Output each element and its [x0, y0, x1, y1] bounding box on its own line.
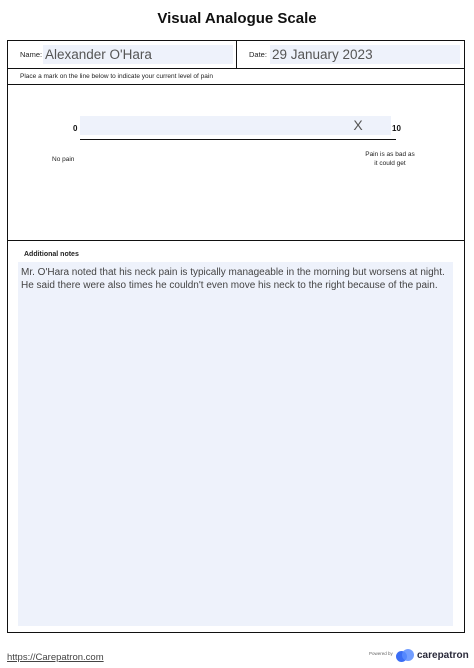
carepatron-brand: carepatron [417, 650, 469, 661]
pain-form [7, 40, 465, 633]
date-label: Date: [249, 50, 267, 59]
scale-min-label: 0 [73, 124, 78, 133]
scale-line [80, 139, 396, 140]
powered-by-text: Powered by [369, 651, 393, 656]
pain-mark: X [353, 117, 363, 133]
worst-pain-label-line1: Pain is as bad as [365, 151, 415, 158]
pain-mark-field[interactable] [80, 116, 391, 135]
name-cell [8, 41, 237, 68]
header-row [8, 41, 464, 69]
instruction-text: Place a mark on the line below to indicate your current level of pain [20, 73, 213, 80]
date-field[interactable]: 29 January 2023 [270, 45, 460, 64]
name-field[interactable]: Alexander O'Hara [43, 45, 233, 64]
notes-label: Additional notes [24, 251, 79, 258]
scale-max-label: 10 [392, 124, 401, 133]
scale-section [8, 85, 464, 241]
name-label: Name: [20, 50, 43, 59]
carepatron-logo-icon [396, 649, 416, 663]
page-title: Visual Analogue Scale [157, 10, 317, 27]
carepatron-link[interactable]: https://Carepatron.com [7, 652, 104, 663]
worst-pain-label [354, 150, 426, 168]
no-pain-label: No pain [52, 156, 75, 163]
instruction-row [8, 69, 464, 85]
notes-field[interactable]: Mr. O'Hara noted that his neck pain is typically manageable in the morning but worsens at night. He said there were also times he couldn't even move his neck to the right because of the pain. [18, 262, 453, 626]
worst-pain-label-line2: it could get [374, 160, 406, 167]
